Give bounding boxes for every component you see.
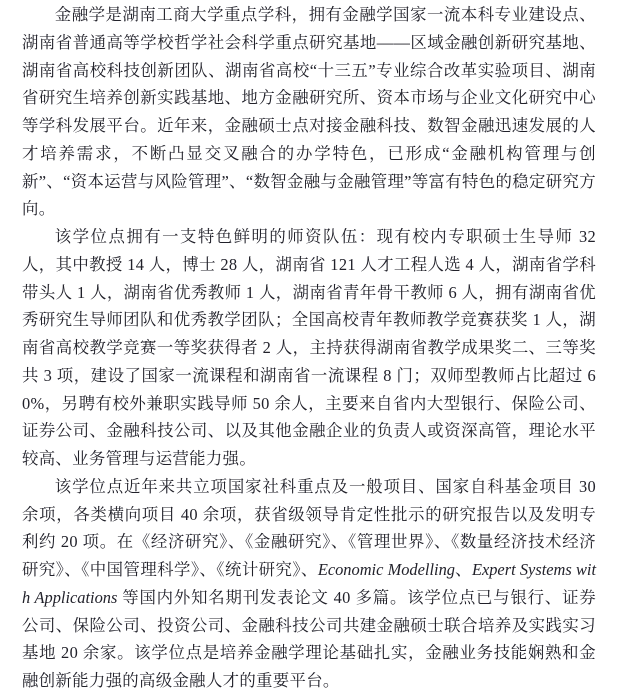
paragraph-1: 金融学是湖南工商大学重点学科，拥有金融学国家一流本科专业建设点、湖南省普通高等学校哲学社会科学重点研究基地——区域金融创新研究基地、湖南省高校科技创新团队、湖南省高校“十三五”专业综合改革实验项目、湖南省研究生培养创新实践基地、地方金融研究所、资本市场与企业文化研究中心等学科发展平台。近年来，金融硕士点对接金融科技、数智金融迅速发展的人才培养需求，不断凸显交叉融合的办学特色，已形成“金融机构管理与创新”、“资本运营与风险管理”、“数智金融与金融管理”等富有特色的稳定研究方向。 xyxy=(22,5,596,219)
journal-title-italic: Expert Systems with Applications xyxy=(22,560,597,607)
paragraph-3: 该学位点近年来共立项国家社科重点及一般项目、国家自科基金项目 30 余项，各类横向项目 40 余项，获省级领导肯定性批示的研究报告以及发明专利约 20 项。在《经济研究》、《金融研究》、《管理世界》、《数量经济技术经济研究》、《中国管理科学》、《统计研究》、Economic Modelling、Expert Systems with Applications 等国内外知名期刊发表论文 40 多篇。该学位点已与银行、证券公司、保险公司、投资公司、金融科技公司共建金融硕士联合培养及实践实习基地 20 余家。该学位点是培养金融学理论基础扎实，金融业务技能娴熟和金融创新能力强的高级金融人才的重要平台。 xyxy=(22,476,597,690)
journal-title-italic: Economic Modelling xyxy=(317,560,455,579)
paragraph-2: 该学位点拥有一支特色鲜明的师资队伍：现有校内专职硕士生导师 32 人，其中教授 14 人，博士 28 人，湖南省 121 人才工程人选 4 人，湖南省学科带头人 1 人，湖南省优秀教师 1 人，湖南省青年骨干教师 6 人，拥有湖南省优秀研究生导师团队和优秀教学团队；全国高校青年教师教学竞赛获奖 1 人，湖南省高校教学竞赛一等奖获得者 2 人，主持获得湖南省教学成果奖二、三等奖共 3 项，建设了国家一流课程和湖南省一流课程 8 门；双师型教师占比超过 60%，另聘有校外兼职实践导师 50 余人，主要来自省内大型银行、保险公司、证券公司、金融科技公司、以及其他金融企业的负责人或资深高管，理论水平较高、业务管理与运营能力强。 xyxy=(22,227,596,468)
document-body xyxy=(22,1,596,695)
